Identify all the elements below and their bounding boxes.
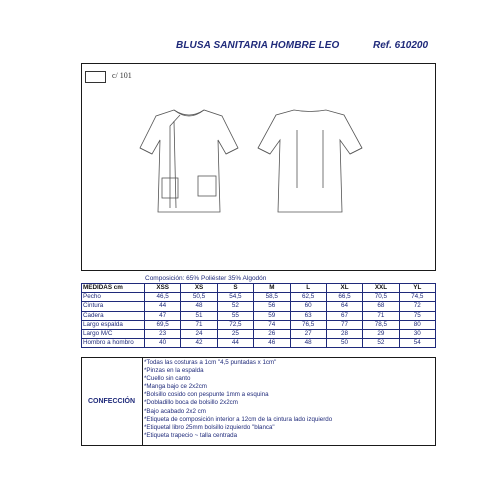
table-cell: 55 [217, 311, 253, 320]
list-item: *Bajo acabado 2x2 cm [144, 407, 206, 415]
row-label: Cintura [82, 302, 145, 311]
header-size: XXL [363, 284, 399, 293]
table-cell: 74 [254, 320, 290, 329]
list-item: *Etiquetal libro 25mm bolsillo izquierdo "blanca" [144, 423, 275, 431]
header-size: S [217, 284, 253, 293]
table-cell: 48 [290, 339, 326, 348]
document-title: BLUSA SANITARIA HOMBRE LEO [176, 40, 340, 51]
table-cell: 50 [326, 339, 362, 348]
table-cell: 44 [217, 339, 253, 348]
list-item: *Manga bajo ce 2x2cm [144, 383, 207, 391]
row-label: Cadera [82, 311, 145, 320]
table-cell: 67 [326, 311, 362, 320]
table-cell: 66,5 [326, 293, 362, 302]
measurements-table [81, 283, 436, 348]
table-cell: 60 [290, 302, 326, 311]
list-item: *Bolsillo cosido con pespunte 1mm a esquina [144, 391, 269, 399]
reference-number: Ref. 610200 [373, 40, 429, 51]
table-cell: 29 [363, 329, 399, 338]
table-cell: 72 [399, 302, 435, 311]
table-cell: 77 [326, 320, 362, 329]
header-size: XL [326, 284, 362, 293]
list-item: *Cuello sin canto [144, 375, 191, 383]
confection-label: CONFECCIÓN [81, 357, 143, 446]
table-cell: 52 [217, 302, 253, 311]
table-cell: 54,5 [217, 293, 253, 302]
table-cell: 63 [290, 311, 326, 320]
table-cell: 78,5 [363, 320, 399, 329]
table-row [82, 302, 436, 311]
table-cell: 40 [145, 339, 181, 348]
table-cell: 70,5 [363, 293, 399, 302]
list-item: *Dobladillo boca de bolsillo 2x2cm [144, 399, 238, 407]
table-row [82, 329, 436, 338]
table-row [82, 293, 436, 302]
table-header-row [82, 284, 436, 293]
table-cell: 58,5 [254, 293, 290, 302]
table-cell: 50,5 [181, 293, 217, 302]
table-cell: 26 [254, 329, 290, 338]
table-cell: 25 [217, 329, 253, 338]
table-row [82, 339, 436, 348]
table-cell: 23 [145, 329, 181, 338]
table-cell: 24 [181, 329, 217, 338]
table-cell: 71 [363, 311, 399, 320]
table-cell: 46 [254, 339, 290, 348]
table-cell: 46,5 [145, 293, 181, 302]
garment-back-drawing [250, 100, 370, 220]
table-row [82, 320, 436, 329]
table-cell: 62,5 [290, 293, 326, 302]
table-cell: 76,5 [290, 320, 326, 329]
table-cell: 69,5 [145, 320, 181, 329]
header-size: XS [181, 284, 217, 293]
row-label: Largo M/C [82, 329, 145, 338]
table-cell: 27 [290, 329, 326, 338]
header-size: YL [399, 284, 435, 293]
table-cell: 44 [145, 302, 181, 311]
header-size: M [254, 284, 290, 293]
confection-list [144, 359, 434, 440]
table-cell: 72,5 [217, 320, 253, 329]
header-size: L [290, 284, 326, 293]
header-measures: MEDIDAS cm [82, 284, 145, 293]
table-cell: 80 [399, 320, 435, 329]
table-cell: 30 [399, 329, 435, 338]
table-cell: 56 [254, 302, 290, 311]
list-item: *Todas las costuras a 1cm "4,5 puntadas x 1cm" [144, 359, 277, 366]
header-size: XSS [145, 284, 181, 293]
table-cell: 71 [181, 320, 217, 329]
list-item: *Etiqueta trapecio ~ talla centrada [144, 431, 238, 439]
row-label: Pecho [82, 293, 145, 302]
table-cell: 68 [363, 302, 399, 311]
table-cell: 64 [326, 302, 362, 311]
list-item: *Etiqueta de composición interior a 12cm de la cintura lado izquierdo [144, 415, 333, 423]
color-code: c/ 101 [112, 71, 132, 80]
composition-text: Composición: 65% Poliéster 35% Algodón [145, 275, 267, 282]
table-row [82, 311, 436, 320]
color-swatch [85, 71, 106, 83]
row-label: Largo espalda [82, 320, 145, 329]
table-cell: 42 [181, 339, 217, 348]
list-item: *Pinzas en la espalda [144, 367, 204, 375]
table-cell: 47 [145, 311, 181, 320]
garment-front-drawing [134, 100, 244, 220]
row-label: Hombro a hombro [82, 339, 145, 348]
table-cell: 75 [399, 311, 435, 320]
table-cell: 54 [399, 339, 435, 348]
table-cell: 48 [181, 302, 217, 311]
table-cell: 52 [363, 339, 399, 348]
table-cell: 74,5 [399, 293, 435, 302]
table-cell: 59 [254, 311, 290, 320]
table-cell: 51 [181, 311, 217, 320]
table-cell: 28 [326, 329, 362, 338]
